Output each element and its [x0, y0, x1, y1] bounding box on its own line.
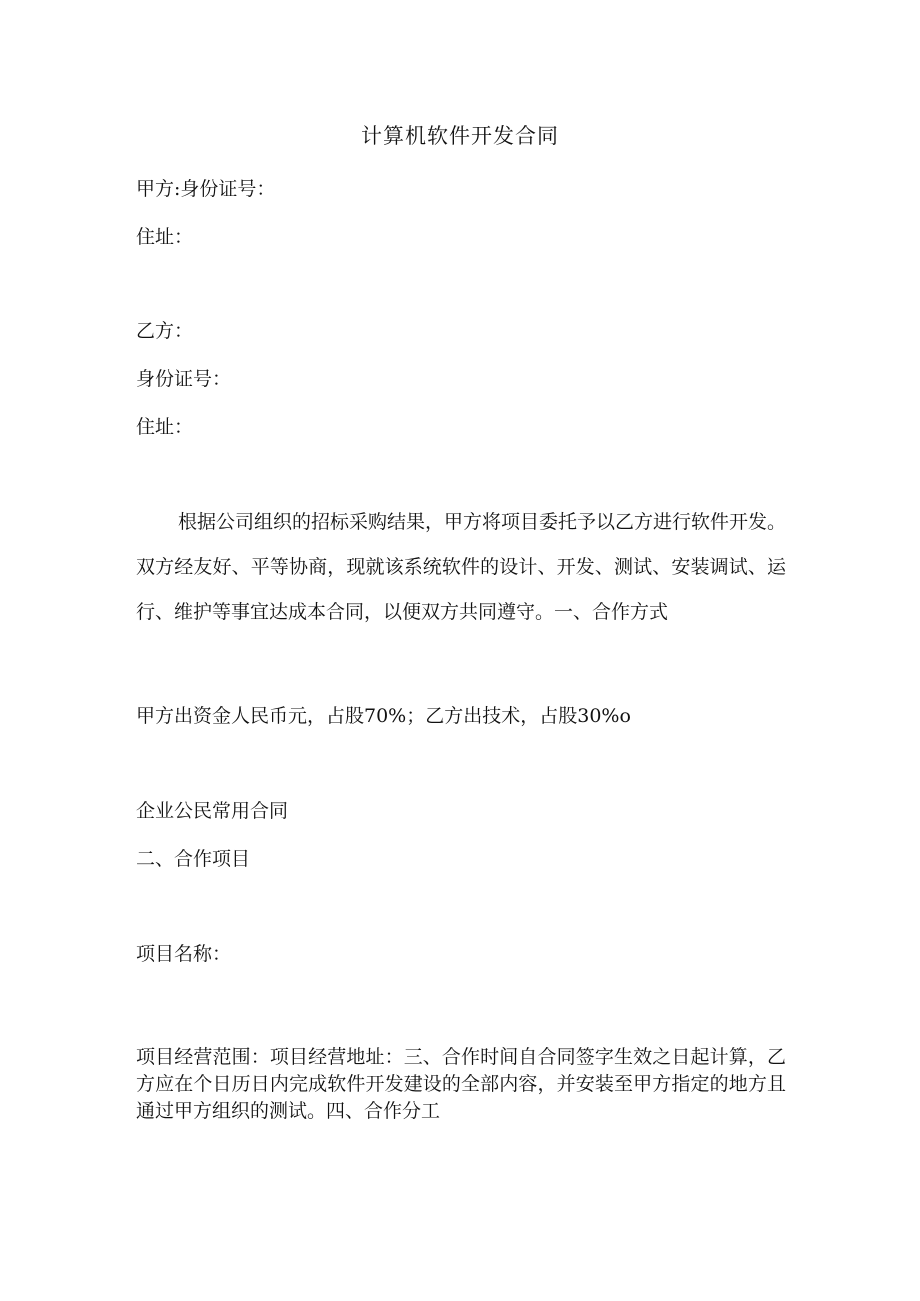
section-two-heading: 二、合作项目	[136, 848, 251, 870]
page-title: 计算机软件开发合同	[361, 124, 559, 148]
party-a-id-line: 甲方:身份证号：	[136, 178, 276, 200]
party-b-id-line: 身份证号：	[136, 368, 232, 390]
party-b-line: 乙方：	[136, 320, 194, 342]
intro-paragraph	[136, 500, 786, 635]
scope-paragraph: 项目经营范围：项目经营地址：三、合作时间自合同签字生效之日起计算，乙方应在个日历日内完成软件开发建设的全部内容，并安装至甲方指定的地方且通过甲方组织的测试。四、合作分工	[136, 1046, 786, 1122]
party-b-address-line: 住址：	[136, 416, 194, 438]
common-contract-label: 企业公民常用合同	[136, 800, 289, 822]
party-a-address-line: 住址：	[136, 226, 194, 248]
investment-line: 甲方出资金人民币元，占股70%；乙方出技术，占股30%o	[136, 705, 631, 727]
project-name-label: 项目名称：	[136, 943, 232, 965]
intro-paragraph-text: 根据公司组织的招标采购结果，甲方将项目委托予以乙方进行软件开发。双方经友好、平等协商，现就该系统软件的设计、开发、测试、安装调试、运行、维护等事宜达成本合同，以便双方共同遵守。一、合作方式	[136, 511, 787, 623]
